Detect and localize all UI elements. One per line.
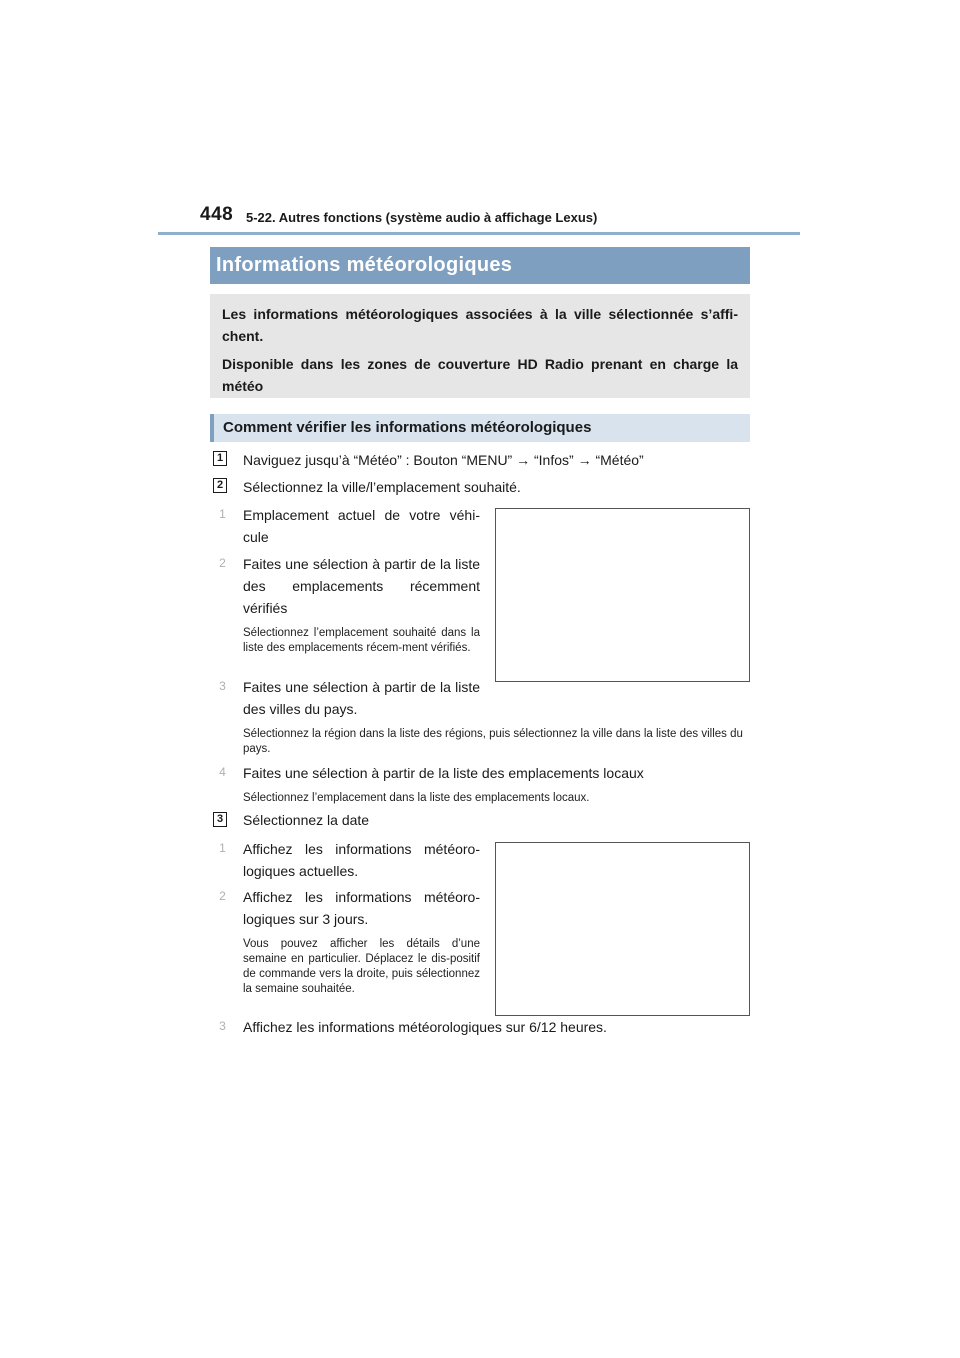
option-number: 1 [219,507,226,521]
option-text: Affichez les informations météorologiques sur 6/12 heures. [243,1019,607,1035]
option-number: 4 [219,765,226,779]
option-note: Sélectionnez la région dans la liste des régions, puis sélectionnez la ville dans la liste des villes du pays. [243,728,743,755]
option-number: 2 [219,556,226,570]
option-number: 3 [219,1019,226,1033]
option-number: 3 [219,679,226,693]
option-text: Faites une sélection à partir de la liste des villes du pays. [243,679,480,717]
page-number: 448 [200,204,234,225]
page-title: Informations météorologiques [216,254,513,276]
option-text: Faites une sélection à partir de la liste des emplacements récemment vérifiés [243,556,480,616]
screen-image-placeholder [495,508,750,682]
step-number-1: 1 [213,451,227,466]
chapter-title: 5-22. Autres fonctions (système audio à affichage Lexus) [246,210,598,225]
intro-paragraph-2: Disponible dans les zones de couverture HD Radio prenant en charge la météo [222,356,738,394]
option-note: Sélectionnez l’emplacement souhaité dans la liste des emplacements récem-ment vérifiés. [243,627,480,654]
step-2-text: Sélectionnez la ville/l’emplacement souhaité. [243,479,521,495]
step-1-text: Naviguez jusqu’à “Météo” : Bouton “MENU” → “Infos” → “Météo” [243,452,644,468]
header-rule [158,232,800,235]
subsection-title-band [210,414,750,442]
option-text: Affichez les informations météoro-logiques actuelles. [243,841,480,879]
step-number-3: 3 [213,812,227,827]
option-text: Faites une sélection à partir de la liste des emplacements locaux [243,765,644,781]
screen-image-placeholder [495,842,750,1016]
option-number: 1 [219,841,226,855]
step-3-text: Sélectionnez la date [243,812,370,828]
option-text: Affichez les informations météoro-logiques sur 3 jours. [243,889,480,927]
option-note: Vous pouvez afficher les détails d’une semaine en particulier. Déplacez le dis-positif de commande vers la droite, puis sélectionnez la semaine souhaitée. [243,938,480,995]
option-note: Sélectionnez l’emplacement dans la liste des emplacements locaux. [243,792,590,804]
intro-box [210,294,750,398]
option-number: 2 [219,889,226,903]
option-text: Emplacement actuel de votre véhi-cule [243,507,480,545]
step-number-2: 2 [213,478,227,493]
section-title-band [210,247,750,284]
subsection-title: Comment vérifier les informations météorologiques [223,419,592,436]
intro-paragraph-1: Les informations météorologiques associées à la ville sélectionnée s’affi-chent. [222,306,738,344]
